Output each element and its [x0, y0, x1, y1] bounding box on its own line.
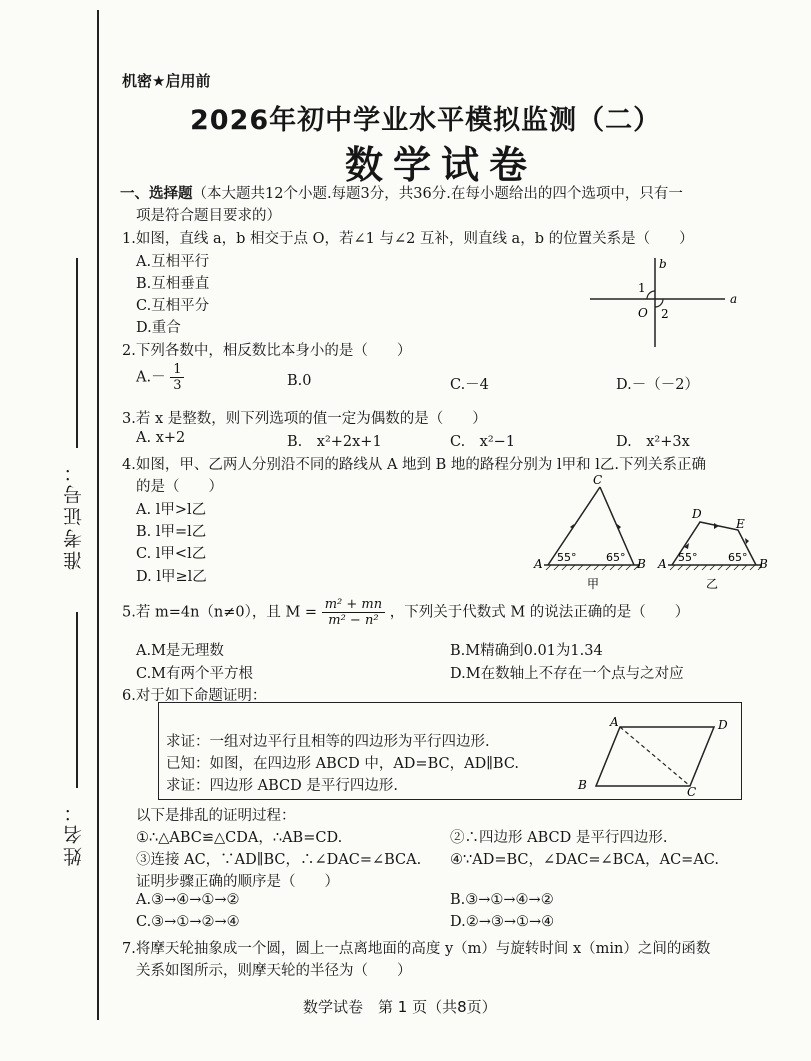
- q6-step-4: ④∵AD=BC，∠DAC=∠BCA，AC=AC.: [450, 852, 719, 868]
- q1-label-2: 2: [661, 307, 669, 321]
- q6-box-line-2: 已知：如图，在四边形 ABCD 中，AD=BC，AD∥BC.: [166, 756, 520, 772]
- q6-label-c: C: [687, 785, 697, 797]
- exam-id-field-line[interactable]: [76, 258, 78, 448]
- q5-stem: [122, 597, 689, 628]
- q1-label-a: a: [730, 292, 738, 306]
- q4-figure-jia: [530, 470, 655, 595]
- q2-frac-den: 3: [173, 378, 182, 393]
- q2-option-a[interactable]: [136, 362, 184, 393]
- q5-stem-pre: 5.若 m=4n（n≠0），且 M =: [122, 604, 318, 621]
- q2-option-d[interactable]: D.－（－2）: [616, 377, 699, 393]
- jia-label-b: B: [637, 557, 646, 571]
- q4-option-a[interactable]: A. l甲>l乙: [136, 502, 207, 518]
- q2-stem: 2.下列各数中，相反数比本身小的是（ ）: [122, 343, 412, 359]
- confidential-mark: 机密★启用前: [122, 72, 211, 90]
- binding-line: [97, 10, 99, 1020]
- q4-stem: 4.如图，甲、乙两人分别沿不同的路线从 A 地到 B 地的路程分别为 l甲和 l乙.下列关系正确: [122, 457, 706, 473]
- q6-option-c[interactable]: C.③→①→②→④: [136, 914, 240, 930]
- jia-angle-b: 65°: [606, 551, 626, 564]
- q1-figure: [585, 255, 745, 350]
- q2-option-a-prefix: A.－: [136, 369, 166, 386]
- q7-stem: 7.将摩天轮抽象成一个圆，圆上一点离地面的高度 y（m）与旋转时间 x（min）之间的函数: [122, 941, 711, 957]
- exam-id-label: 准考证号：: [63, 460, 85, 570]
- q1-label-1: 1: [638, 281, 646, 295]
- q6-stem: 6.对于如下命题证明：: [122, 688, 267, 704]
- section-desc-2: 项是符合题目要求的）: [136, 208, 281, 224]
- q3-stem: 3.若 x 是整数，则下列选项的值一定为偶数的是（ ）: [122, 411, 487, 427]
- q2-option-c[interactable]: C.－4: [450, 377, 489, 393]
- q2-option-a-fraction: [170, 362, 184, 393]
- section-label: 一、选择题: [120, 186, 193, 202]
- q4-option-c[interactable]: C. l甲<l乙: [136, 546, 207, 562]
- q5-option-d[interactable]: D.M在数轴上不存在一个点与之对应: [450, 666, 684, 682]
- q5-fraction: [322, 597, 385, 628]
- yi-angle-a: 55°: [678, 551, 698, 564]
- q4-option-b[interactable]: B. l甲=l乙: [136, 524, 207, 540]
- q1-label-o: O: [638, 306, 648, 320]
- q6-step-1: ①∴△ABC≌△CDA，∴AB=CD.: [136, 830, 343, 846]
- q3-option-b[interactable]: B. x²+2x+1: [287, 434, 382, 450]
- q4-stem-2: 的是（ ）: [136, 479, 223, 495]
- q6-option-d[interactable]: D.②→③→①→④: [450, 914, 555, 930]
- q6-ask: 证明步骤正确的顺序是（ ）: [136, 874, 339, 890]
- q1-stem: 1.如图，直线 a，b 相交于点 O，若∠1 与∠2 互补，则直线 a，b 的位置关系是（ ）: [122, 231, 694, 247]
- q3-option-d[interactable]: D. x²+3x: [616, 434, 690, 450]
- page-footer: 数学试卷 第 1 页（共8页）: [303, 998, 497, 1016]
- section-desc: （本大题共12个小题.每题3分，共36分.在每小题给出的四个选项中，只有一: [192, 186, 683, 202]
- q2-frac-num: 1: [170, 362, 184, 378]
- q6-option-a[interactable]: A.③→④→①→②: [136, 892, 240, 908]
- q6-intro: 以下是排乱的证明过程：: [136, 808, 296, 824]
- section-heading: [120, 182, 683, 203]
- subject-title: 数学试卷: [345, 143, 538, 187]
- q5-frac-den: m² − n²: [328, 613, 379, 628]
- q1-option-c[interactable]: C.互相平分: [136, 298, 210, 314]
- q6-label-d: D: [718, 718, 728, 732]
- q1-label-b: b: [659, 257, 667, 271]
- q5-option-a[interactable]: A.M是无理数: [136, 643, 224, 659]
- q5-frac-num: m² + mn: [322, 597, 385, 613]
- q7-stem-2: 关系如图所示，则摩天轮的半径为（ ）: [136, 963, 412, 979]
- q6-label-a: A: [610, 715, 619, 729]
- yi-caption: 乙: [706, 577, 719, 591]
- q6-option-b[interactable]: B.③→①→④→②: [450, 892, 554, 908]
- q1-option-b[interactable]: B.互相垂直: [136, 276, 210, 292]
- q3-option-a[interactable]: A. x+2: [136, 430, 186, 446]
- q6-step-3: ③连接 AC，∵AD∥BC，∴∠DAC=∠BCA.: [136, 852, 422, 868]
- jia-angle-a: 55°: [557, 551, 577, 564]
- yi-label-e: E: [736, 517, 745, 531]
- jia-label-c: C: [593, 473, 603, 487]
- q1-option-d[interactable]: D.重合: [136, 320, 181, 336]
- q6-box-line-3: 求证：四边形 ABCD 是平行四边形.: [166, 778, 398, 794]
- yi-angle-b: 65°: [728, 551, 748, 564]
- yi-label-a: A: [658, 557, 667, 571]
- q3-option-c[interactable]: C. x²−1: [450, 434, 516, 450]
- q6-figure: [572, 712, 762, 797]
- q6-box-line-1: 求证：一组对边平行且相等的四边形为平行四边形.: [166, 734, 490, 750]
- q5-option-b[interactable]: B.M精确到0.01为1.34: [450, 643, 603, 659]
- q2-option-b[interactable]: B.0: [287, 373, 312, 389]
- yi-label-b: B: [759, 557, 768, 571]
- jia-label-a: A: [534, 557, 543, 571]
- q1-option-a[interactable]: A.互相平行: [136, 254, 210, 270]
- q4-option-d[interactable]: D. l甲≥l乙: [136, 569, 207, 585]
- q6-label-b: B: [578, 778, 587, 792]
- q5-stem-post: ，下列关于代数式 M 的说法正确的是（ ）: [389, 604, 690, 621]
- q4-figure-yi: [652, 500, 777, 600]
- yi-label-d: D: [692, 507, 702, 521]
- jia-caption: 甲: [587, 577, 600, 591]
- q5-option-c[interactable]: C.M有两个平方根: [136, 666, 254, 682]
- q6-step-2: ②∴四边形 ABCD 是平行四边形.: [450, 830, 668, 846]
- name-field-line[interactable]: [76, 612, 78, 788]
- exam-title: 2026年初中学业水平模拟监测（二）: [190, 105, 662, 136]
- name-label: 姓名：: [63, 800, 85, 866]
